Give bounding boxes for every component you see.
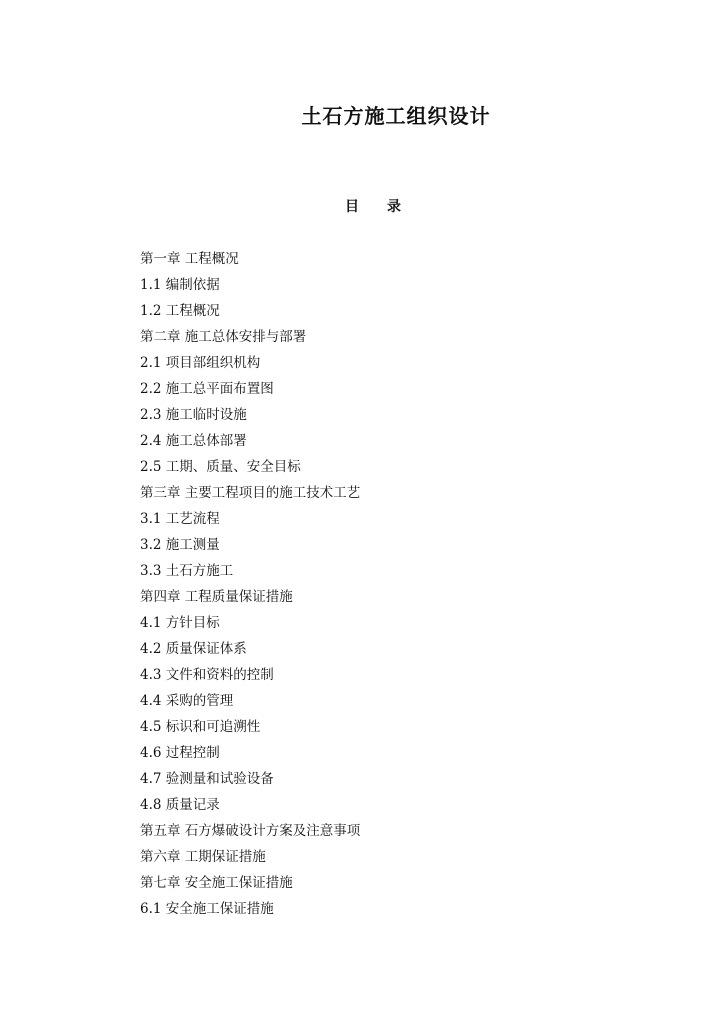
toc-item: 2.1 项目部组织机构 (140, 355, 261, 371)
toc-item: 2.2 施工总平面布置图 (140, 381, 274, 397)
toc-list (140, 246, 360, 922)
toc-item: 6.1 安全施工保证措施 (140, 901, 274, 917)
toc-item: 4.1 方针目标 (140, 615, 220, 631)
toc-item: 4.7 验测量和试验设备 (140, 771, 274, 787)
toc-item: 第六章 工期保证措施 (140, 849, 266, 865)
toc-item: 4.4 采购的管理 (140, 693, 234, 709)
toc-item: 第一章 工程概况 (140, 251, 239, 267)
toc-item: 3.3 土石方施工 (140, 563, 234, 579)
toc-item: 3.2 施工测量 (140, 537, 220, 553)
toc-item: 第五章 石方爆破设计方案及注意事项 (140, 823, 361, 839)
toc-item: 第二章 施工总体安排与部署 (140, 329, 307, 345)
toc-item: 2.4 施工总体部署 (140, 433, 247, 449)
toc-item: 3.1 工艺流程 (140, 511, 220, 527)
toc-item: 1.1 编制依据 (140, 277, 220, 293)
toc-item: 4.3 文件和资料的控制 (140, 667, 274, 683)
toc-item: 第四章 工程质量保证措施 (140, 589, 293, 605)
toc-item: 4.2 质量保证体系 (140, 641, 247, 657)
toc-item: 第三章 主要工程项目的施工技术工艺 (140, 485, 361, 501)
toc-item: 4.6 过程控制 (140, 745, 220, 761)
toc-item: 4.5 标识和可追溯性 (140, 719, 261, 735)
toc-heading (345, 196, 401, 216)
toc-item: 2.5 工期、质量、安全目标 (140, 459, 301, 475)
toc-item: 第七章 安全施工保证措施 (140, 875, 293, 891)
toc-heading-left: 目 (345, 199, 359, 215)
document-title: 土石方施工组织设计 (301, 104, 491, 128)
toc-item: 4.8 质量记录 (140, 797, 220, 813)
toc-item: 2.3 施工临时设施 (140, 407, 247, 423)
toc-heading-right: 录 (387, 199, 401, 215)
toc-item: 1.2 工程概况 (140, 303, 220, 319)
